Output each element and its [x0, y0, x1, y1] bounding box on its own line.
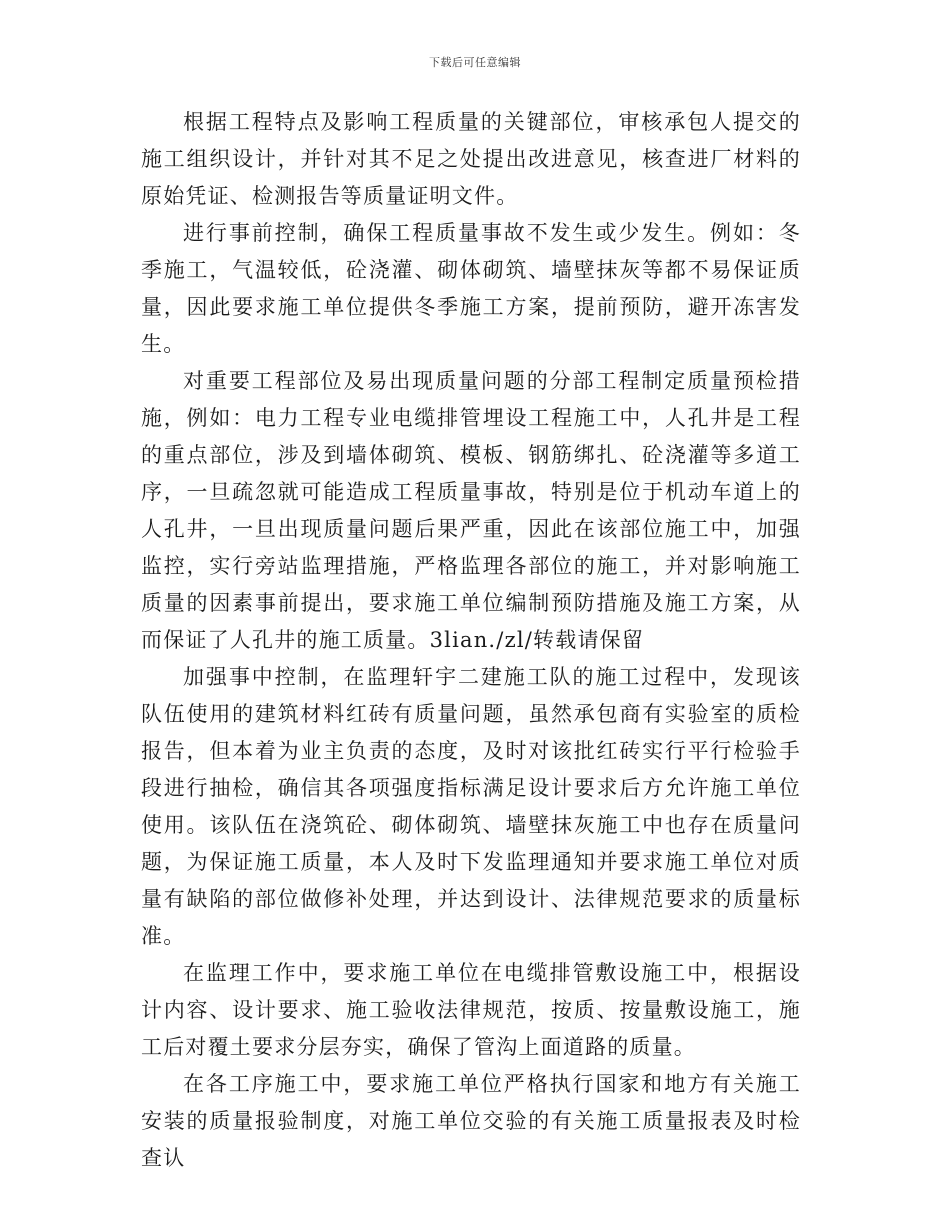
page-header-note: 下载后可任意编辑 [429, 56, 521, 69]
paragraph-2: 进行事前控制，确保工程质量事故不发生或少发生。例如：冬季施工，气温较低，砼浇灌、砌体砌筑、墙壁抹灰等都不易保证质量，因此要求施工单位提供冬季施工方案，提前预防，避开冻害发生。 [141, 221, 801, 356]
paragraph-5: 在监理工作中，要求施工单位在电缆排管敷设施工中，根据设计内容、设计要求、施工验收法律规范，按质、按量敷设施工，施工后对覆土要求分层夯实，确保了管沟上面道路的质量。 [141, 961, 801, 1059]
paragraph-6: 在各工序施工中，要求施工单位严格执行国家和地方有关施工安装的质量报验制度，对施工单位交验的有关施工质量报表及时检查认 [141, 1072, 801, 1170]
paragraph-3: 对重要工程部位及易出现质量问题的分部工程制定质量预检措施，例如：电力工程专业电缆排管埋设工程施工中，人孔井是工程的重点部位，涉及到墙体砌筑、模板、钢筋绑扎、砼浇灌等多道工序，一旦疏忽就可能造成工程质量事故，特别是位于机动车道上的人孔井，一旦出现质量问题后果严重，因此在该部位施工中，加强监控，实行旁站监理措施，严格监理各部位的施工，并对影响施工质量的因素事前提出，要求施工单位编制预防措施及施工方案，从而保证了人孔井的施工质量。3lian./zl/转载请保留 [141, 369, 801, 652]
paragraph-4: 加强事中控制，在监理轩宇二建施工队的施工过程中，发现该队伍使用的建筑材料红砖有质量问题，虽然承包商有实验室的质检报告，但本着为业主负责的态度，及时对该批红砖实行平行检验手段进行抽检，确信其各项强度指标满足设计要求后方允许施工单位使用。该队伍在浇筑砼、砌体砌筑、墙壁抹灰施工中也存在质量问题，为保证施工质量，本人及时下发监理通知并要求施工单位对质量有缺陷的部位做修补处理，并达到设计、法律规范要求的质量标准。 [141, 665, 801, 948]
document-body [141, 104, 801, 1177]
paragraph-1: 根据工程特点及影响工程质量的关键部位，审核承包人提交的施工组织设计，并针对其不足之处提出改进意见，核查进厂材料的原始凭证、检测报告等质量证明文件。 [141, 110, 801, 208]
